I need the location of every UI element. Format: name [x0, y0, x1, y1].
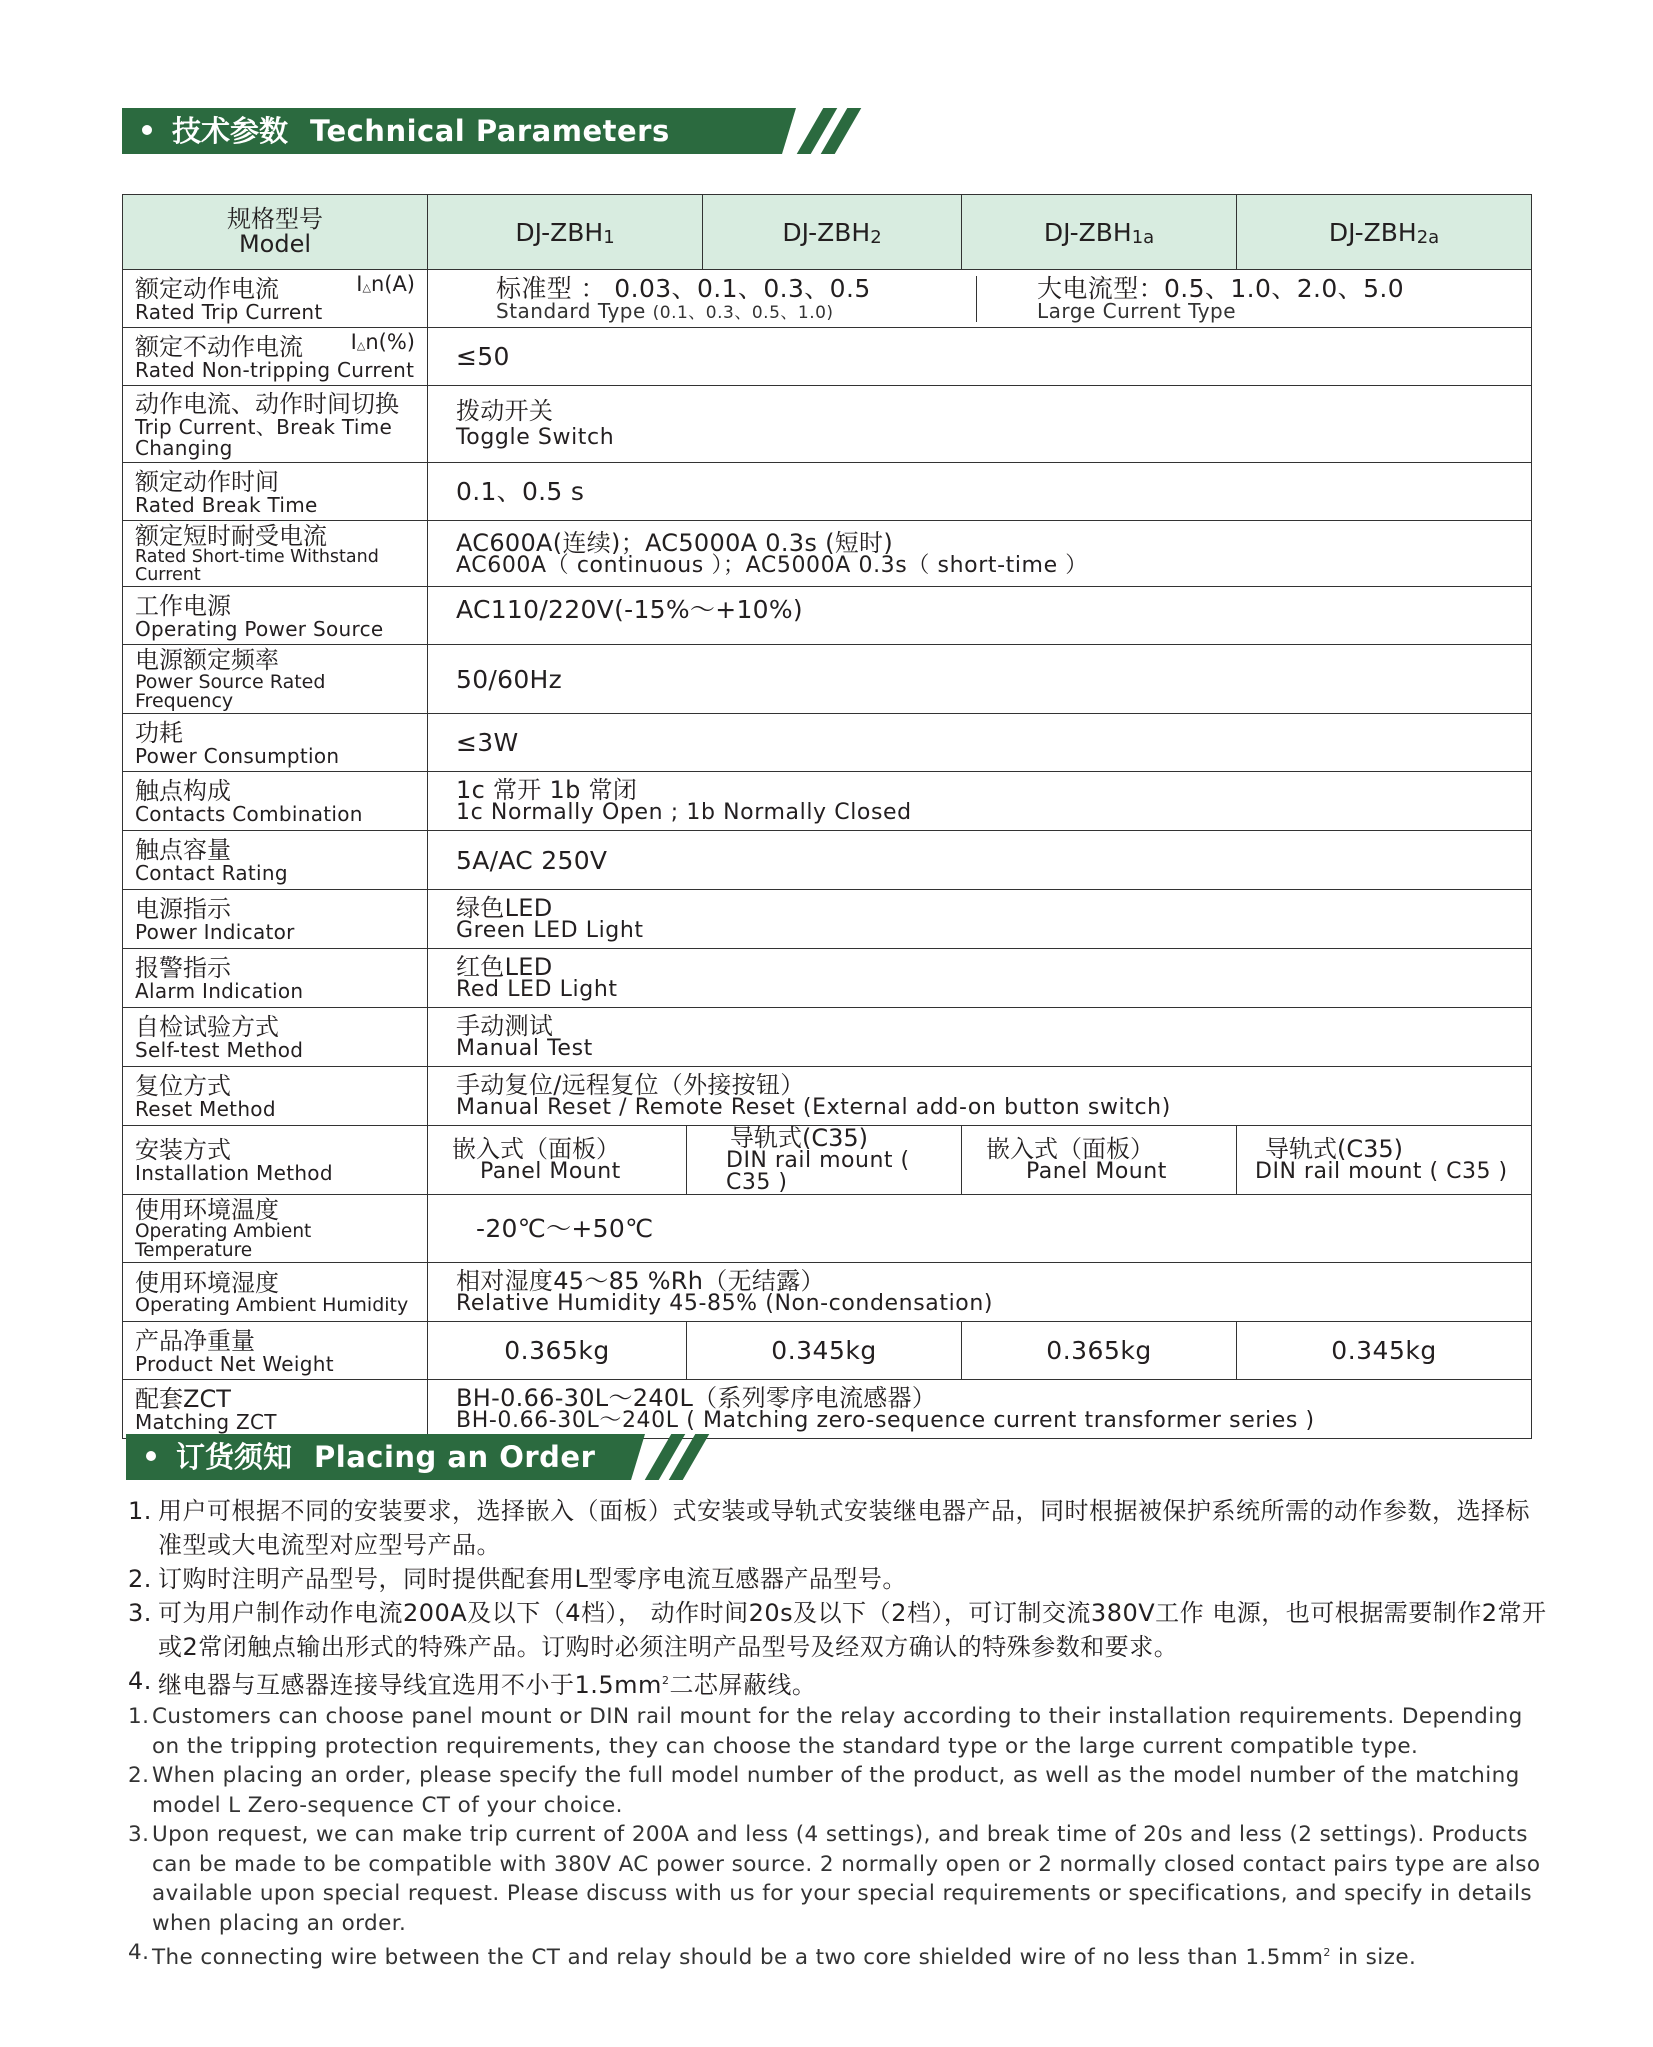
- table-row: [123, 949, 1532, 1008]
- bullet-icon: [142, 125, 152, 135]
- row-value: ≤3W: [428, 714, 1532, 772]
- list-item: 1. 用户可根据不同的安装要求，选择嵌入（面板）式安装或导轨式安装继电器产品，同时根据被保护系统所需的动作参数，选择标准型或大电流型对应型号产品。: [128, 1497, 1530, 1559]
- table-row: [123, 1195, 1532, 1263]
- row-value: 手动测试 Manual Test: [428, 1008, 1532, 1067]
- row-value: 1c 常开 1b 常闭 1c Normally Open ; 1b Normally Closed: [428, 772, 1532, 831]
- row-label: 报警指示 Alarm Indication: [123, 949, 428, 1008]
- section-banner-technical-parameters: [122, 108, 852, 154]
- table-row: [123, 1322, 1532, 1380]
- order-notes-en: [128, 1702, 1548, 1973]
- row-label: 额定短时耐受电流 Rated Short-time Withstand Current: [123, 521, 428, 587]
- row-value: 绿色LED Green LED Light: [428, 890, 1532, 949]
- table-row: [123, 645, 1532, 714]
- table-row: [123, 1380, 1532, 1439]
- table-row: [123, 1263, 1532, 1322]
- row-value: 红色LED Red LED Light: [428, 949, 1532, 1008]
- table-row: [123, 1008, 1532, 1067]
- row-label: I△n(%) 额定不动作电流 Rated Non-tripping Current: [123, 328, 428, 386]
- standard-type-cell: 标准型 ： 0.03、0.1、0.3、0.5 Standard Type (0.1、0.3、0.5、1.0): [428, 276, 977, 322]
- row-label: 额定动作时间 Rated Break Time: [123, 463, 428, 521]
- row-value: -20℃～+50℃: [428, 1195, 1532, 1263]
- large-current-cell: 大电流型：0.5、1.0、2.0、5.0 Large Current Type: [1037, 273, 1405, 323]
- order-notes-zh: [128, 1494, 1548, 1702]
- list-item: 1. Customers can choose panel mount or DIN rail mount for the relay according to their installation requirements. Depending on the tripping protection requirements, they can choose the standard type or the large current compatible type.: [128, 1704, 1523, 1759]
- table-row: [123, 890, 1532, 949]
- table-row: [123, 587, 1532, 645]
- model-header: $DJ-ZBH_{1a}$: [962, 195, 1237, 270]
- model-header: $DJ-ZBH_2$: [703, 195, 962, 270]
- table-row: [123, 831, 1532, 890]
- install-cell: 导轨式(C35) DIN rail mount ( C35 ): [1237, 1126, 1532, 1195]
- list-item: 4. 继电器与互感器连接导线宜选用不小于$1.5mm^2$二芯屏蔽线。: [128, 1667, 817, 1699]
- install-cell: 嵌入式（面板） Panel Mount: [428, 1126, 687, 1195]
- weight-cell: 0.345kg: [687, 1322, 962, 1380]
- row-label: 安装方式 Installation Method: [123, 1126, 428, 1195]
- row-label: 自检试验方式 Self-test Method: [123, 1008, 428, 1067]
- row-value: 拨动开关 Toggle Switch: [428, 386, 1532, 463]
- table-row: [123, 1126, 1532, 1195]
- row-value: 相对湿度45～85 %Rh（无结露） Relative Humidity 45-85% (Non-condensation): [428, 1263, 1532, 1322]
- table-row: [123, 463, 1532, 521]
- row-label: I△n(A) 额定动作电流 Rated Trip Current: [123, 270, 428, 328]
- row-value: AC600A(连续)；AC5000A 0.3s (短时) AC600A（ continuous ）；AC5000A 0.3s（ short-time ）: [428, 521, 1532, 587]
- row-label: 使用环境湿度 Operating Ambient Humidity: [123, 1263, 428, 1322]
- section-title: 技术参数 Technical Parameters: [142, 108, 670, 154]
- model-label-cell: 规格型号 Model: [123, 195, 428, 270]
- row-value: AC110/220V(-15%～+10%): [428, 587, 1532, 645]
- unit-label: I△n(A): [356, 272, 415, 296]
- row-label: 电源额定频率 Power Source Rated Frequency: [123, 645, 428, 714]
- row-value: 5A/AC 250V: [428, 831, 1532, 890]
- table-row: [123, 1067, 1532, 1126]
- section-banner-placing-order: [126, 1434, 696, 1480]
- list-item: 3. 可为用户制作动作电流200A及以下（4档）， 动作时间20s及以下（2档），可订制交流380V工作 电源，也可根据需要制作2常开或2常闭触点输出形式的特殊产品。订购时必须注明产品型号及经双方确认的特殊参数和要求。: [128, 1599, 1547, 1661]
- table-row: [123, 772, 1532, 831]
- table-row: [123, 270, 1532, 328]
- install-cell: 导轨式(C35) DIN rail mount ( C35 ): [687, 1126, 962, 1195]
- list-item: 2. When placing an order, please specify the full model number of the product, as well as the model number of the matching model L Zero-sequence CT of your choice.: [128, 1763, 1520, 1818]
- model-header: $DJ-ZBH_{2a}$: [1237, 195, 1532, 270]
- row-label: 动作电流、动作时间切换 Trip Current、Break Time Changing: [123, 386, 428, 463]
- row-label: 产品净重量 Product Net Weight: [123, 1322, 428, 1380]
- row-value: 手动复位/远程复位（外接按钮） Manual Reset / Remote Reset (External add-on button switch): [428, 1067, 1532, 1126]
- weight-cell: 0.365kg: [428, 1322, 687, 1380]
- row-label: 工作电源 Operating Power Source: [123, 587, 428, 645]
- spec-table: [122, 194, 1532, 1439]
- table-row: [123, 386, 1532, 463]
- table-row: [123, 714, 1532, 772]
- row-label: 电源指示 Power Indicator: [123, 890, 428, 949]
- row-label: 使用环境温度 Operating Ambient Temperature: [123, 1195, 428, 1263]
- weight-cell: 0.345kg: [1237, 1322, 1532, 1380]
- install-cell: 嵌入式（面板） Panel Mount: [962, 1126, 1237, 1195]
- row-value: ≤50: [428, 328, 1532, 386]
- row-value: 50/60Hz: [428, 645, 1532, 714]
- row-value: 0.1、0.5 s: [428, 463, 1532, 521]
- list-item: 3. Upon request, we can make trip current of 200A and less (4 settings), and break time of 20s and less (2 settings). Products can be made to be compatible with 380V AC power source. 2 normally open or 2 normally closed contact pairs type are also available upon special request. Please discuss with us for your special requirements or specifications, and specify in details when placing an order.: [128, 1822, 1541, 1936]
- row-value: BH-0.66-30L～240L（系列零序电流感器） BH-0.66-30L～240L ( Matching zero-sequence current transformer series ): [428, 1380, 1532, 1439]
- row-label: 功耗 Power Consumption: [123, 714, 428, 772]
- table-header-row: [123, 195, 1532, 270]
- row-label: 触点容量 Contact Rating: [123, 831, 428, 890]
- list-item: 4. The connecting wire between the CT and relay should be a two core shielded wire of no less than $1.5mm^2$ in size.: [128, 1940, 1417, 1971]
- section-title: 订货须知 Placing an Order: [146, 1434, 595, 1480]
- row-label: 复位方式 Reset Method: [123, 1067, 428, 1126]
- unit-label: I△n(%): [350, 330, 415, 354]
- list-item: 2. 订购时注明产品型号，同时提供配套用L型零序电流互感器产品型号。: [128, 1565, 907, 1593]
- table-row: [123, 521, 1532, 587]
- weight-cell: 0.365kg: [962, 1322, 1237, 1380]
- bullet-icon: [146, 1451, 156, 1461]
- row-value: [428, 270, 1532, 328]
- row-label: 触点构成 Contacts Combination: [123, 772, 428, 831]
- table-row: [123, 328, 1532, 386]
- row-label: 配套ZCT Matching ZCT: [123, 1380, 428, 1439]
- model-header: $DJ-ZBH_1$: [428, 195, 703, 270]
